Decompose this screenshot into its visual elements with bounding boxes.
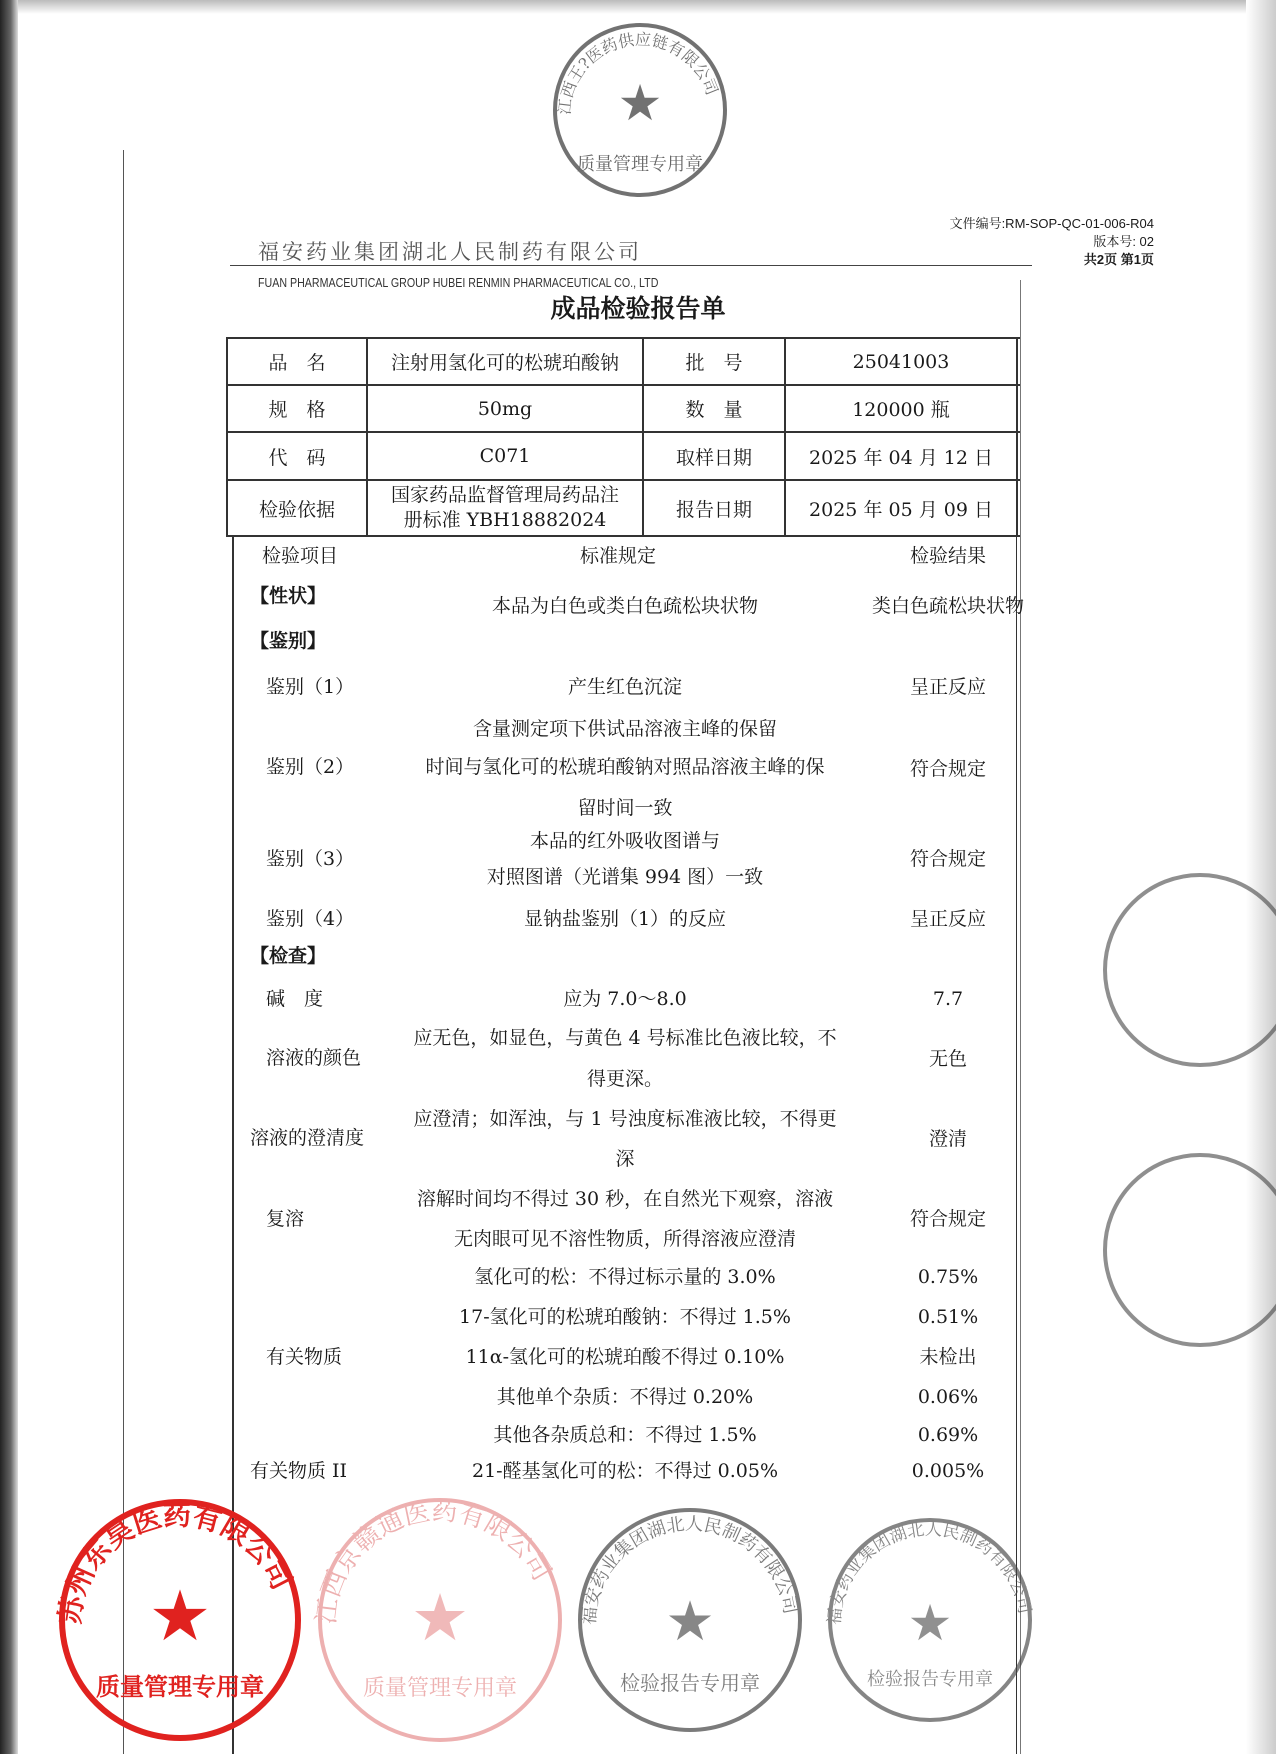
report-date-label: 报告日期 <box>675 498 752 521</box>
standard-text: 得更深。 <box>586 1068 664 1090</box>
standard-text: 21-醛基氢化可的松：不得过 0.05% <box>472 1460 778 1482</box>
star-icon: ★ <box>148 1575 212 1657</box>
standard-text: 本品的红外吸收图谱与 <box>529 830 721 852</box>
stamp-ring-text: 江西王?医药供应链有限公司 <box>554 29 722 116</box>
test-item: 鉴别（3） <box>266 848 355 870</box>
stamp-ring-text: 福安药业集团湖北人民制药有限公司 <box>578 1513 801 1626</box>
test-result: 0.69% <box>917 1424 979 1446</box>
sample-date-label: 取样日期 <box>675 446 752 469</box>
test-item: 溶液的澄清度 <box>250 1127 365 1149</box>
standard-text: 本品为白色或类白色疏松块状物 <box>491 595 759 617</box>
col-header-item: 检验项目 <box>262 545 339 567</box>
batch-value: 25041003 <box>852 350 950 373</box>
star-icon: ★ <box>907 1594 953 1652</box>
report-date-value: 2025 年 05 月 09 日 <box>809 498 993 521</box>
standard-text: 无肉眼可见不溶性物质，所得溶液应澄清 <box>453 1228 797 1250</box>
basis-label: 检验依据 <box>258 498 335 521</box>
code-value: C071 <box>479 445 531 467</box>
test-item: 鉴别（2） <box>266 756 355 778</box>
section-inspection: 【检查】 <box>250 945 327 967</box>
standard-text: 溶解时间均不得过 30 秒，在自然光下观察，溶液 <box>416 1188 834 1210</box>
standard-text: 留时间一致 <box>577 797 673 819</box>
col-header-result: 检验结果 <box>909 545 987 567</box>
test-item: 有关物质 <box>266 1346 343 1368</box>
stamp-ring-text: 江西京赣通医药有限公司 <box>311 1496 557 1626</box>
page-number: 共2页 第1页 <box>1083 252 1154 267</box>
company-name-cn: 福安药业集团湖北人民制药有限公司 <box>258 240 642 264</box>
test-result: 澄清 <box>928 1128 968 1150</box>
test-result: 0.51% <box>917 1306 979 1328</box>
standard-text: 深 <box>615 1148 635 1170</box>
test-result: 符合规定 <box>909 757 987 780</box>
test-result: 呈正反应 <box>909 676 987 698</box>
test-item: 鉴别（4） <box>266 908 355 930</box>
test-result: 7.7 <box>932 988 964 1010</box>
test-item: 复溶 <box>266 1208 305 1230</box>
qty-label: 数 量 <box>685 399 743 421</box>
standard-text: 对照图谱（光谱集 994 图）一致 <box>486 866 764 888</box>
code-label: 代 码 <box>268 446 326 469</box>
test-item: 有关物质 II <box>250 1460 348 1482</box>
test-item: 溶液的颜色 <box>266 1047 362 1069</box>
product-label: 品 名 <box>268 352 326 374</box>
test-result: 0.06% <box>917 1386 979 1408</box>
stamp-center-text: 检验报告专用章 <box>620 1671 760 1695</box>
test-result: 0.75% <box>917 1266 979 1288</box>
standard-text: 应为 7.0～8.0 <box>563 988 687 1010</box>
stamp-quality-2 <box>311 1497 560 1740</box>
test-result: 呈正反应 <box>909 908 987 930</box>
star-icon: ★ <box>617 74 663 132</box>
col-header-standard: 标准规定 <box>579 545 657 567</box>
standard-text: 其他各杂质总和：不得过 1.5% <box>493 1424 757 1446</box>
report-title: 成品检验报告单 <box>550 294 726 323</box>
product-value: 注射用氢化可的松琥珀酸钠 <box>390 352 619 374</box>
standard-text: 含量测定项下供试品溶液主峰的保留 <box>472 718 778 740</box>
batch-label: 批 号 <box>685 352 743 374</box>
star-icon: ★ <box>665 1589 715 1653</box>
standard-text: 11α-氢化可的松琥珀酸不得过 0.10% <box>465 1346 785 1368</box>
standard-text: 17-氢化可的松琥珀酸钠：不得过 1.5% <box>459 1306 791 1328</box>
standard-text: 时间与氢化可的松琥珀酸钠对照品溶液主峰的保 <box>425 756 825 778</box>
standard-text: 其他单个杂质：不得过 0.20% <box>496 1386 754 1408</box>
stamp-quality-3 <box>53 1499 298 1738</box>
stamp-center-text: 质量管理专用章 <box>96 1672 264 1701</box>
doc-number: 文件编号:RM-SOP-QC-01-006-R04 <box>949 216 1154 231</box>
section-identification: 【鉴别】 <box>250 630 327 652</box>
spec-label: 规 格 <box>268 399 326 421</box>
stamp-ring-text: 苏州东昊医药有限公司 <box>53 1498 299 1626</box>
standard-text: 应无色，如显色，与黄色 4 号标准比色液比较，不 <box>413 1027 837 1049</box>
test-item: 鉴别（1） <box>266 676 355 698</box>
test-result: 无色 <box>928 1047 968 1070</box>
standard-text: 产生红色沉淀 <box>567 676 683 698</box>
sample-date-value: 2025 年 04 月 12 日 <box>809 446 993 469</box>
test-result: 类白色疏松块状物 <box>871 595 1025 617</box>
qty-value: 120000 瓶 <box>852 399 950 421</box>
version-number: 版本号: 02 <box>1093 234 1154 249</box>
stamp-report-1 <box>579 1510 801 1730</box>
standard-text: 显钠盐鉴别（1）的反应 <box>523 908 727 930</box>
standard-text: 氢化可的松：不得过标示量的 3.0% <box>474 1266 776 1288</box>
test-result: 0.005% <box>911 1460 985 1482</box>
stamp-report-2 <box>825 1520 1035 1720</box>
test-result: 符合规定 <box>909 848 987 870</box>
section-appearance: 【性状】 <box>250 585 327 607</box>
test-item: 碱 度 <box>266 988 324 1010</box>
basis-line-1: 国家药品监督管理局药品注 <box>390 484 619 506</box>
test-result: 未检出 <box>919 1346 977 1368</box>
stamp-partial-right <box>1105 875 1276 1345</box>
star-icon: ★ <box>410 1581 470 1656</box>
basis-line-2: 册标准 YBH18882024 <box>403 509 607 531</box>
spec-value: 50mg <box>477 397 533 420</box>
stamp-quality-1 <box>555 25 725 195</box>
test-result: 符合规定 <box>909 1208 987 1230</box>
stamp-center-text: 质量管理专用章 <box>577 154 703 175</box>
company-name-en: FUAN PHARMACEUTICAL GROUP HUBEI RENMIN PHARMACEUTICAL CO., LTD <box>258 275 659 290</box>
standard-text: 应澄清；如浑浊，与 1 号浊度标准液比较，不得更 <box>413 1108 837 1130</box>
stamp-center-text: 质量管理专用章 <box>362 1676 518 1701</box>
stamp-center-text: 检验报告专用章 <box>867 1669 993 1690</box>
stamp-ring-text: 福安药业集团湖北人民制药有限公司 <box>824 1519 1035 1626</box>
